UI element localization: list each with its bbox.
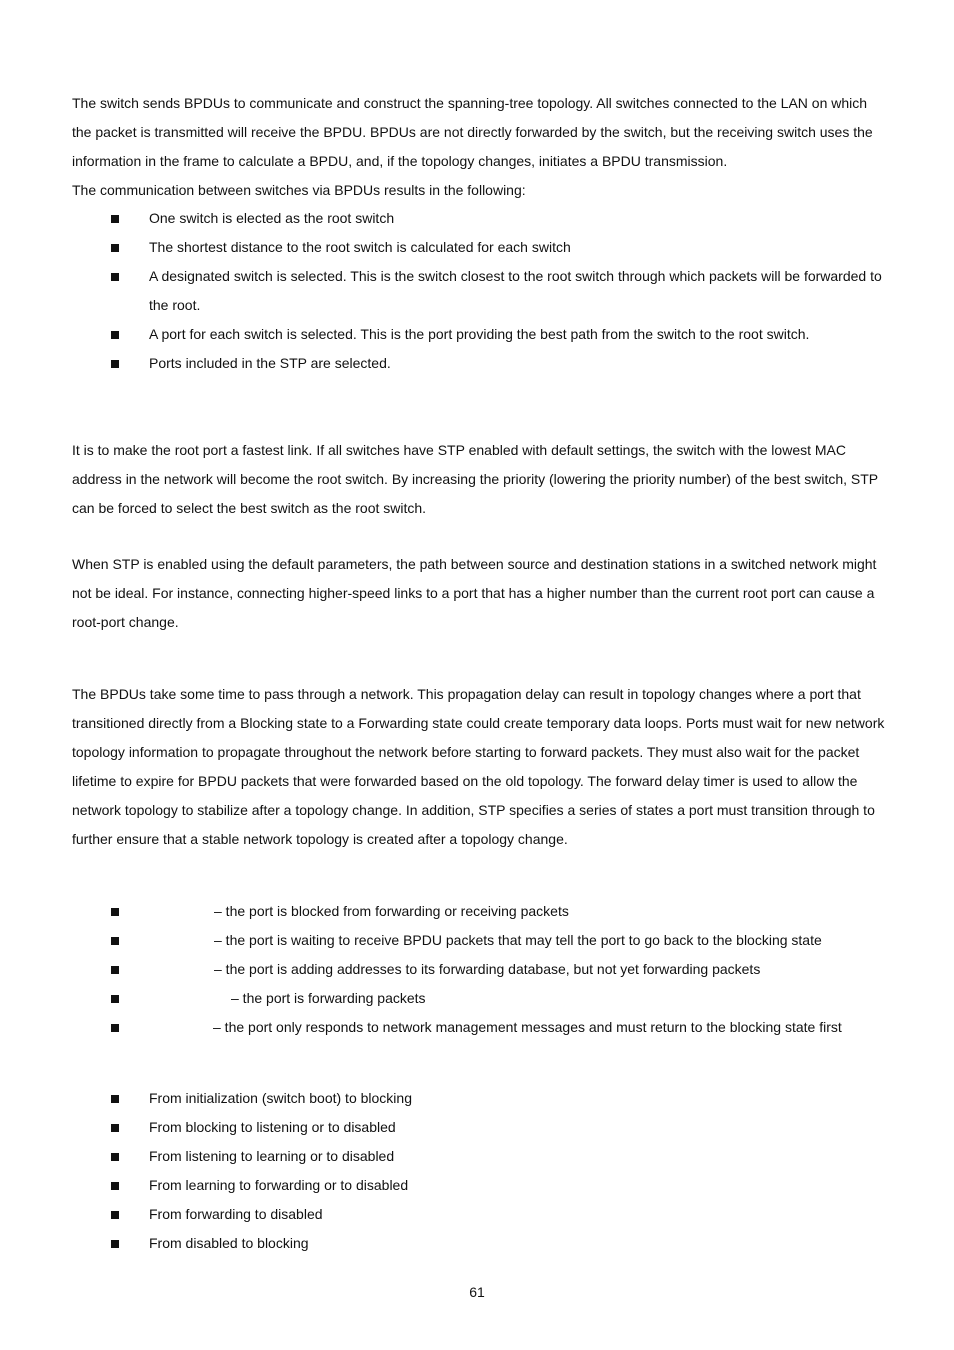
- intro-lead: The communication between switches via BPDUs results in the following:: [72, 182, 526, 198]
- list-item: From listening to learning or to disabled: [0, 1142, 889, 1171]
- bullet-square-icon: [111, 1024, 119, 1032]
- page-number: 61: [469, 1284, 485, 1300]
- bullet-square-icon: [111, 1153, 119, 1161]
- bullet-square-icon: [111, 908, 119, 916]
- intro-paragraph: The switch sends BPDUs to communicate and construct the spanning-tree topology. All switches connected to the LAN on which the packet is transmitted will receive the BPDU. BPDUs are not directly forwarded by the switch, but the receiving switch uses the information in the frame to calculate a BPDU, and, if the topology changes, initiates a BPDU transmission.: [72, 95, 873, 169]
- bullet-square-icon: [111, 215, 119, 223]
- bullet-square-icon: [111, 1182, 119, 1190]
- list-item: – the port only responds to network management messages and must return to the blocking state first: [0, 1013, 953, 1042]
- list-item: – the port is waiting to receive BPDU packets that may tell the port to go back to the blocking state: [0, 926, 954, 955]
- list-item: – the port is adding addresses to its forwarding database, but not yet forwarding packets: [0, 955, 954, 984]
- list-item: A port for each switch is selected. This is the port providing the best path from the switch to the root switch.: [0, 320, 889, 349]
- list-item: The shortest distance to the root switch is calculated for each switch: [0, 233, 889, 262]
- bullet-square-icon: [111, 995, 119, 1003]
- list-item: – the port is blocked from forwarding or receiving packets: [0, 897, 954, 926]
- bpdu-results-list: [0, 204, 954, 378]
- list-item: From initialization (switch boot) to blocking: [0, 1084, 889, 1113]
- default-params-paragraph: When STP is enabled using the default parameters, the path between source and destination stations in a switched network might not be ideal. For instance, connecting higher-speed links to a port that has a higher number than the current root port can cause a root-port change.: [72, 556, 877, 630]
- root-port-paragraph: It is to make the root port a fastest link. If all switches have STP enabled with default settings, the switch with the lowest MAC address in the network will become the root switch. By increasing the priority (lowering the priority number) of the best switch, STP can be forced to select the best switch as the root switch.: [72, 442, 878, 516]
- list-item: A designated switch is selected. This is the switch closest to the root switch through which packets will be forwarded to the root.: [0, 262, 889, 320]
- bullet-square-icon: [111, 273, 119, 281]
- state-transitions-list: [0, 1084, 954, 1258]
- bullet-square-icon: [111, 1095, 119, 1103]
- propagation-delay-paragraph: The BPDUs take some time to pass through a network. This propagation delay can result in topology changes where a port that transitioned directly from a Blocking state to a Forwarding state could create temporary data loops. Ports must wait for new network topology information to propagate throughout the network before starting to forward packets. They must also wait for the packet lifetime to expire for BPDU packets that were forwarded based on the old topology. The forward delay timer is used to allow the network topology to stabilize after a topology change. In addition, STP specifies a series of states a port must transition through to further ensure that a stable network topology is created after a topology change.: [72, 686, 885, 847]
- bullet-square-icon: [111, 937, 119, 945]
- port-states-list: [0, 897, 954, 1042]
- list-item: From blocking to listening or to disabled: [0, 1113, 889, 1142]
- list-item: Ports included in the STP are selected.: [0, 349, 889, 378]
- list-item: One switch is elected as the root switch: [0, 204, 889, 233]
- bullet-square-icon: [111, 1124, 119, 1132]
- list-item: From disabled to blocking: [0, 1229, 889, 1258]
- bullet-square-icon: [111, 244, 119, 252]
- bullet-square-icon: [111, 1240, 119, 1248]
- bullet-square-icon: [111, 966, 119, 974]
- bullet-square-icon: [111, 360, 119, 368]
- list-item: From learning to forwarding or to disabled: [0, 1171, 889, 1200]
- bullet-square-icon: [111, 1211, 119, 1219]
- list-item: – the port is forwarding packets: [0, 984, 954, 1013]
- bullet-square-icon: [111, 331, 119, 339]
- list-item: From forwarding to disabled: [0, 1200, 889, 1229]
